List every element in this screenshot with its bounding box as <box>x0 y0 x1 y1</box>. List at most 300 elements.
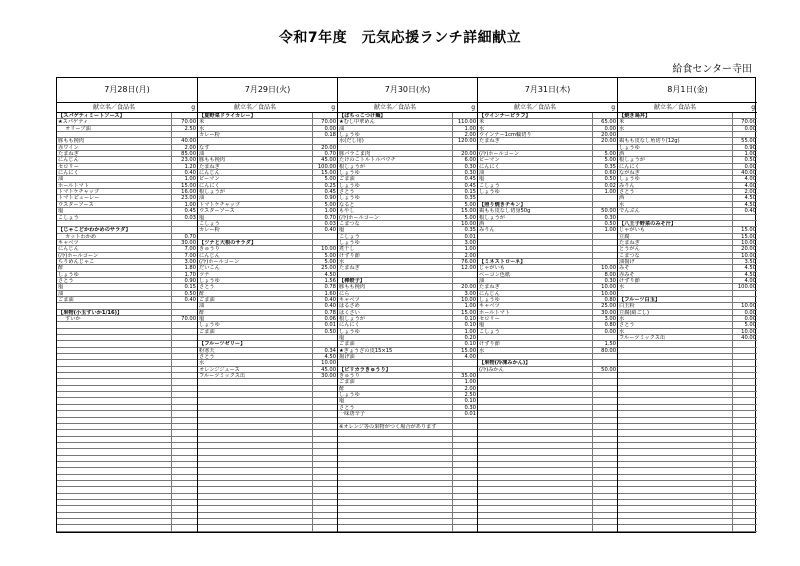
day-date-header: 8月1日(金) <box>618 78 757 103</box>
food-name: でんぷん <box>619 208 640 215</box>
food-name: 【照り焼きチキン】 <box>479 201 526 208</box>
food-name: しょうゆ <box>339 392 360 399</box>
gram-column-header: g <box>331 104 335 111</box>
food-name: にんにく <box>199 182 220 189</box>
gram-value: 5.00 <box>324 201 336 208</box>
gram-value: 3.50 <box>744 258 756 265</box>
food-name: 豚もも挽肉 <box>199 157 225 164</box>
gram-value: 5.00 <box>464 201 476 208</box>
food-name: こまつな <box>619 252 640 259</box>
gram-value: 50.00 <box>601 366 616 373</box>
food-name: (冷)ホールコーン <box>58 252 99 259</box>
food-name: けずり節 <box>339 252 360 259</box>
food-name: 水 <box>619 201 625 208</box>
gram-value: 25.00 <box>601 303 616 310</box>
food-name: 【フルーツゼリー】 <box>199 341 246 348</box>
food-name: だいこん <box>199 265 220 272</box>
food-name: にら <box>339 290 350 297</box>
gram-value: 1.00 <box>464 125 476 132</box>
gram-value: 0.40 <box>184 170 196 177</box>
food-name: ★ぎょうざの皮15×15 <box>339 347 393 354</box>
gram-value: 0.06 <box>324 316 336 322</box>
food-name: 豆腐 <box>619 233 630 240</box>
gram-value: 4.50 <box>744 271 756 278</box>
day-date-header: 7月29日(火) <box>198 78 337 103</box>
gram-value: 70.00 <box>321 119 336 126</box>
gram-value: 1.80 <box>184 265 196 272</box>
food-name: 油 <box>479 277 485 284</box>
food-name: オリーブ油 <box>65 125 91 132</box>
day-column <box>477 78 617 532</box>
food-name: 水 <box>619 125 625 132</box>
food-name: しょうゆ <box>619 176 640 183</box>
gram-value: 10.00 <box>321 246 336 253</box>
gram-value: 0.78 <box>324 309 336 316</box>
gram-value: 70.00 <box>741 119 756 126</box>
gram-value: 2.00 <box>744 189 756 196</box>
gram-value: 0.40 <box>324 296 336 303</box>
gram-value: 10.00 <box>461 296 476 303</box>
food-name: 【ミネストローネ】 <box>479 258 526 265</box>
gram-value: 40.00 <box>181 138 196 145</box>
gram-value: 70.00 <box>181 119 196 126</box>
food-name: 【ウインナーピラフ】 <box>479 113 531 119</box>
gram-value: 1.00 <box>464 246 476 253</box>
gram-value: 0.78 <box>324 284 336 291</box>
gram-value: 15.00 <box>741 233 756 240</box>
food-name: 一味唐辛子 <box>339 411 365 418</box>
food-name: たまねぎ <box>199 163 220 170</box>
gram-value: 2.50 <box>184 125 196 132</box>
gram-value: 0.50 <box>184 290 196 297</box>
day-column <box>57 78 197 532</box>
gram-value: 0.10 <box>464 341 476 348</box>
day-date-header: 7月31日(木) <box>478 78 617 103</box>
food-name: さとう <box>339 404 355 411</box>
gram-value: 110.00 <box>457 119 476 126</box>
food-name: しょうゆ <box>339 182 360 189</box>
gram-value: 35.00 <box>461 373 476 380</box>
food-name: 根しょうが <box>619 157 645 164</box>
column-header <box>198 103 337 113</box>
food-name: カレー粉 <box>199 132 220 139</box>
food-name: ウスターソース <box>58 201 94 208</box>
food-name: にんにく <box>58 170 79 177</box>
gram-value: 30.00 <box>181 239 196 246</box>
food-name: 鶏もも皮なし切身50g <box>479 208 531 215</box>
gram-value: 20.00 <box>601 138 616 145</box>
gram-value: 0.80 <box>604 296 616 303</box>
gram-value: 0.50 <box>324 328 336 335</box>
food-name: 【フルーツ白玉】 <box>619 296 661 303</box>
food-name: ピーマン <box>199 176 220 183</box>
organization-label: 給食センター寺田 <box>672 64 752 75</box>
gram-value: 15.00 <box>321 170 336 177</box>
gram-value: 0.00 <box>744 125 756 132</box>
food-name: キャベツ <box>339 296 360 303</box>
day-date-header: 7月28日(月) <box>57 78 197 103</box>
gram-value: 25.00 <box>321 265 336 272</box>
food-name: 酒 <box>619 195 625 202</box>
gram-value: 5.00 <box>464 214 476 221</box>
food-name: きゅうり <box>199 246 220 253</box>
day-date-header: 7月30日(水) <box>338 78 477 103</box>
gram-value: 0.03 <box>324 220 336 227</box>
food-name: 水 <box>619 284 625 291</box>
gram-value: 0.80 <box>604 322 616 329</box>
gram-value: 12.00 <box>461 265 476 272</box>
gram-value: 1.00 <box>604 189 616 196</box>
food-name: 豚バラこま肉 <box>339 151 371 158</box>
gram-value: 0.35 <box>464 227 476 234</box>
gram-value: 3.00 <box>604 316 616 322</box>
food-name: はるさめ <box>339 303 360 310</box>
food-name: 根しょうが <box>339 163 365 170</box>
gram-value: 0.15 <box>464 189 476 196</box>
gram-value: 1.00 <box>464 303 476 310</box>
food-name: しょうゆ <box>58 271 79 278</box>
gram-value: 15.00 <box>461 309 476 316</box>
food-name: 水 <box>199 360 205 367</box>
gram-value: 0.00 <box>604 328 616 335</box>
food-name: 塩 <box>339 398 345 405</box>
food-name: ごま油 <box>339 379 355 386</box>
food-name: 油 <box>58 176 64 183</box>
food-name: 【夏野菜ドライカレー】 <box>199 113 256 119</box>
food-name: 【じゃこどかわかめのサラダ】 <box>58 227 131 234</box>
gram-value: 0.00 <box>324 125 336 132</box>
gram-value: 85.00 <box>181 151 196 158</box>
food-name: にんにく <box>619 163 640 170</box>
gram-value: 15.00 <box>461 347 476 354</box>
gram-value: 0.34 <box>324 347 336 354</box>
gram-value: 1.70 <box>184 271 196 278</box>
food-name: カレー粉 <box>199 227 220 234</box>
gram-value: 100.00 <box>317 163 336 170</box>
gram-value: 4.00 <box>464 354 476 361</box>
food-name: ごま油 <box>58 296 74 303</box>
food-name: 根しょうが <box>199 189 225 196</box>
food-name: すいか <box>65 316 81 322</box>
food-name: カットわかめ <box>65 233 97 240</box>
gram-value: 0.30 <box>604 214 616 221</box>
gram-value: 15.00 <box>461 208 476 215</box>
food-name: 【ぱちっこつけ麺】 <box>339 113 386 119</box>
name-column-header: 献立名／食品名 <box>233 104 276 111</box>
gram-value: 30.00 <box>321 373 336 380</box>
food-name: さとう <box>619 322 635 329</box>
food-name: ★スパゲティ <box>58 119 89 126</box>
food-name: 酢 <box>199 309 205 316</box>
gram-value: 0.45 <box>184 208 196 215</box>
food-name: 塩 <box>479 176 485 183</box>
food-name: 【ツナと大根のサラダ】 <box>199 239 257 246</box>
gram-value: 10.00 <box>741 239 756 246</box>
food-name: しょうゆ <box>339 195 360 202</box>
food-name: しょうゆ <box>619 144 640 151</box>
gram-value: 0.15 <box>184 284 196 291</box>
food-name: 【果物(小玉すいか1/16)】 <box>58 309 123 316</box>
food-name: こしょう <box>199 220 220 227</box>
gram-value: 0.30 <box>464 163 476 170</box>
ingredient-row <box>198 525 337 531</box>
gram-value: 40.00 <box>741 170 756 177</box>
food-name: 油 <box>58 290 64 297</box>
food-name: さとう <box>58 277 74 284</box>
gram-value: 0.30 <box>464 170 476 177</box>
food-name: にんじん <box>199 170 220 177</box>
gram-value: 4.50 <box>324 354 336 361</box>
column-header <box>338 103 477 113</box>
gram-value: 1.60 <box>324 290 336 297</box>
gram-value: 1.50 <box>604 341 616 348</box>
gram-value: 0.45 <box>324 189 336 196</box>
gram-value: 65.00 <box>601 119 616 126</box>
food-name: しょうゆ <box>199 277 220 284</box>
food-name: にんじん <box>58 157 79 164</box>
food-name: 煮干し <box>339 246 355 253</box>
gram-value: 1.00 <box>744 151 756 158</box>
food-name: ツナ <box>199 271 210 278</box>
gram-value: 2.00 <box>464 132 476 139</box>
food-name: 水 <box>199 125 205 132</box>
food-name: さとう <box>619 189 635 196</box>
gram-value: 0.50 <box>744 157 756 164</box>
name-column-header: 献立名／食品名 <box>373 104 416 111</box>
food-name: 水 <box>619 316 625 322</box>
gram-value: 0.00 <box>744 163 756 170</box>
food-name: しょうゆ <box>199 322 220 329</box>
food-name: 塩 <box>199 316 205 322</box>
gram-value: 55.00 <box>741 138 756 145</box>
food-name: けずり節 <box>619 277 640 284</box>
gram-value: 10.00 <box>601 284 616 291</box>
page-title: 令和7年度 元気応援ランチ詳細献立 <box>278 30 522 46</box>
ingredient-row <box>618 525 757 531</box>
food-name: 酢 <box>339 385 345 392</box>
food-name: こまつな <box>339 220 360 227</box>
food-name: 赤ワイン <box>58 144 79 151</box>
food-name: さとう <box>199 354 215 361</box>
food-name: 油 <box>339 125 345 132</box>
food-name: ごま油 <box>339 176 355 183</box>
gram-value: 5.00 <box>744 322 756 329</box>
food-name: なす <box>199 144 210 151</box>
food-name: 油 <box>479 170 485 177</box>
food-name: 油 <box>199 195 205 202</box>
gram-value: 100.00 <box>737 284 756 291</box>
name-column-header: 献立名／食品名 <box>653 104 696 111</box>
gram-value: 23.00 <box>181 157 196 164</box>
food-name: さとう <box>199 284 215 291</box>
gram-value: 20.00 <box>461 151 476 158</box>
gram-value: 1.00 <box>464 328 476 335</box>
gram-value: 7.00 <box>184 246 196 253</box>
food-name: ホールトマト <box>479 309 511 316</box>
food-name: セロリー <box>58 163 79 170</box>
food-name: 水 <box>619 328 625 335</box>
food-name: こしょう <box>58 214 79 221</box>
gram-value: 76.00 <box>461 258 476 265</box>
gram-value: 0.70 <box>324 151 336 158</box>
gram-value: 10.00 <box>601 265 616 272</box>
gram-value: 0.03 <box>184 214 196 221</box>
food-name: ウインナー1cm輪切り <box>479 132 532 139</box>
food-name: ※オレンジ等の果物がつく場合があります <box>339 423 437 430</box>
food-name: 塩 <box>58 208 64 215</box>
gram-value: 0.01 <box>464 233 476 240</box>
gram-value: 45.00 <box>321 366 336 373</box>
ingredient-row <box>57 525 197 531</box>
gram-value: 5.00 <box>324 252 336 259</box>
gram-value: 0.40 <box>184 296 196 303</box>
food-name: はくさい <box>339 309 360 316</box>
gram-value: 0.35 <box>464 195 476 202</box>
gram-value: 10.00 <box>321 360 336 367</box>
food-name: こしょう <box>339 233 360 240</box>
gram-value: 50.00 <box>601 208 616 215</box>
ingredient-row <box>338 525 477 531</box>
food-name: にんにく <box>479 163 500 170</box>
food-name: (冷)ホールコーン <box>199 258 240 265</box>
food-name: しょうゆ <box>339 239 360 246</box>
food-name: 塩 <box>339 335 345 342</box>
food-name: じゃがいも <box>479 265 505 272</box>
gram-value: 2.50 <box>464 392 476 399</box>
gram-value: 0.40 <box>744 208 756 215</box>
food-name: 油 <box>199 303 205 310</box>
food-name: なると <box>339 201 355 208</box>
gram-value: 120.00 <box>457 138 476 145</box>
gram-value: 0.70 <box>324 214 336 221</box>
food-name: セロリー <box>479 316 500 322</box>
gram-value: 4.00 <box>744 277 756 284</box>
food-name: 【スパゲティミートソース】 <box>58 113 125 119</box>
food-name: ごま油 <box>339 341 355 348</box>
gram-value: 4.50 <box>744 195 756 202</box>
food-name: 赤みそ <box>619 271 635 278</box>
gram-value: 23.00 <box>181 195 196 202</box>
gram-value: 1.00 <box>604 227 616 234</box>
food-name: ちりめんじゃこ <box>58 258 95 265</box>
food-name: 粉寒天 <box>199 347 215 354</box>
gram-value: 2.00 <box>464 252 476 259</box>
food-name: キャベツ <box>479 303 500 310</box>
name-column-header: 献立名／食品名 <box>513 104 556 111</box>
food-name: しょうゆ <box>479 296 500 303</box>
food-name: しょうゆ <box>339 132 360 139</box>
food-name: トマトピューレー <box>58 195 100 202</box>
food-name: 酢 <box>199 290 205 297</box>
gram-value: 70.00 <box>181 316 196 322</box>
food-name: にんじん <box>58 246 79 253</box>
food-name: けずり節 <box>479 341 500 348</box>
food-name: ながねぎ <box>619 170 640 177</box>
food-name: ベーコン色紙 <box>479 271 511 278</box>
food-name: 鶏もも皮なし角切り(12g) <box>619 138 680 145</box>
gram-value: 10.00 <box>461 220 476 227</box>
gram-value: 8.00 <box>604 271 616 278</box>
gram-value: 1.00 <box>184 201 196 208</box>
gram-value: 0.90 <box>324 195 336 202</box>
gram-column-header: g <box>471 104 475 111</box>
gram-value: 80.00 <box>601 347 616 354</box>
food-name: 揚げ油 <box>339 354 355 361</box>
gram-value: 0.45 <box>464 182 476 189</box>
food-name: にんじん <box>479 290 500 297</box>
food-name: とうがん <box>619 246 640 253</box>
food-name: ピーマン <box>479 157 500 164</box>
food-name: たまねぎ <box>479 284 500 291</box>
gram-value: 4.50 <box>744 201 756 208</box>
gram-column-header: g <box>751 104 755 111</box>
food-name: トマトケチャップ <box>199 201 241 208</box>
gram-value: 2.00 <box>464 385 476 392</box>
food-name: (冷)ホールコーン <box>479 151 520 158</box>
food-name: みりん <box>479 227 495 234</box>
gram-value: 0.50 <box>604 220 616 227</box>
food-name: じゃがいも <box>619 227 645 234</box>
food-name: ホールトマト <box>58 182 90 189</box>
gram-value: 5.00 <box>604 151 616 158</box>
food-name: しょうゆ <box>339 328 360 335</box>
gram-value: 40.00 <box>741 335 756 342</box>
gram-value: 10.00 <box>741 252 756 259</box>
gram-value: 20.00 <box>461 284 476 291</box>
gram-value: 0.20 <box>464 335 476 342</box>
food-name: 酒 <box>479 220 485 227</box>
gram-value: 7.00 <box>184 252 196 259</box>
gram-value: 1.56 <box>324 277 336 284</box>
gram-value: 30.00 <box>601 309 616 316</box>
gram-value: 0.90 <box>744 144 756 151</box>
gram-value: 20.00 <box>321 144 336 151</box>
food-name: 水 <box>339 258 345 265</box>
gram-value: 20.00 <box>601 132 616 139</box>
gram-value: 4.50 <box>324 271 336 278</box>
gram-value: 20.00 <box>741 246 756 253</box>
food-name: 塩 <box>58 284 64 291</box>
gram-value: 5.00 <box>324 258 336 265</box>
food-name: 塩 <box>339 227 345 234</box>
gram-value: 0.01 <box>324 322 336 329</box>
column-header <box>478 103 617 113</box>
food-name: たまねぎ <box>339 265 360 272</box>
gram-value: 10.00 <box>741 328 756 335</box>
food-name: もやし <box>339 208 355 215</box>
food-name: 米 <box>199 119 205 126</box>
food-name: ウスターソース <box>199 208 235 215</box>
food-name: にんじん <box>199 252 220 259</box>
food-name: (冷)ホールコーン <box>339 214 380 221</box>
day-column <box>617 78 757 532</box>
food-name: こしょう <box>479 182 500 189</box>
gram-value: 4.50 <box>744 265 756 272</box>
gram-value: 0.40 <box>324 303 336 310</box>
food-name: 米 <box>479 119 485 126</box>
food-name: 【果物(冷凍みかん)】 <box>479 360 531 367</box>
gram-value: 45.00 <box>321 157 336 164</box>
food-name: (冷)みかん <box>479 366 504 373</box>
gram-value: 0.30 <box>604 277 616 284</box>
gram-column-header: g <box>191 104 195 111</box>
food-name: 根しょうが <box>479 214 505 221</box>
food-name: 豚もも挽肉 <box>58 138 84 145</box>
gram-value: 0.00 <box>744 309 756 316</box>
food-name: 【八王子野菜のみそ汁】 <box>619 220 677 227</box>
gram-value: 0.00 <box>604 125 616 132</box>
food-name: フルーツミックス缶 <box>619 335 666 342</box>
